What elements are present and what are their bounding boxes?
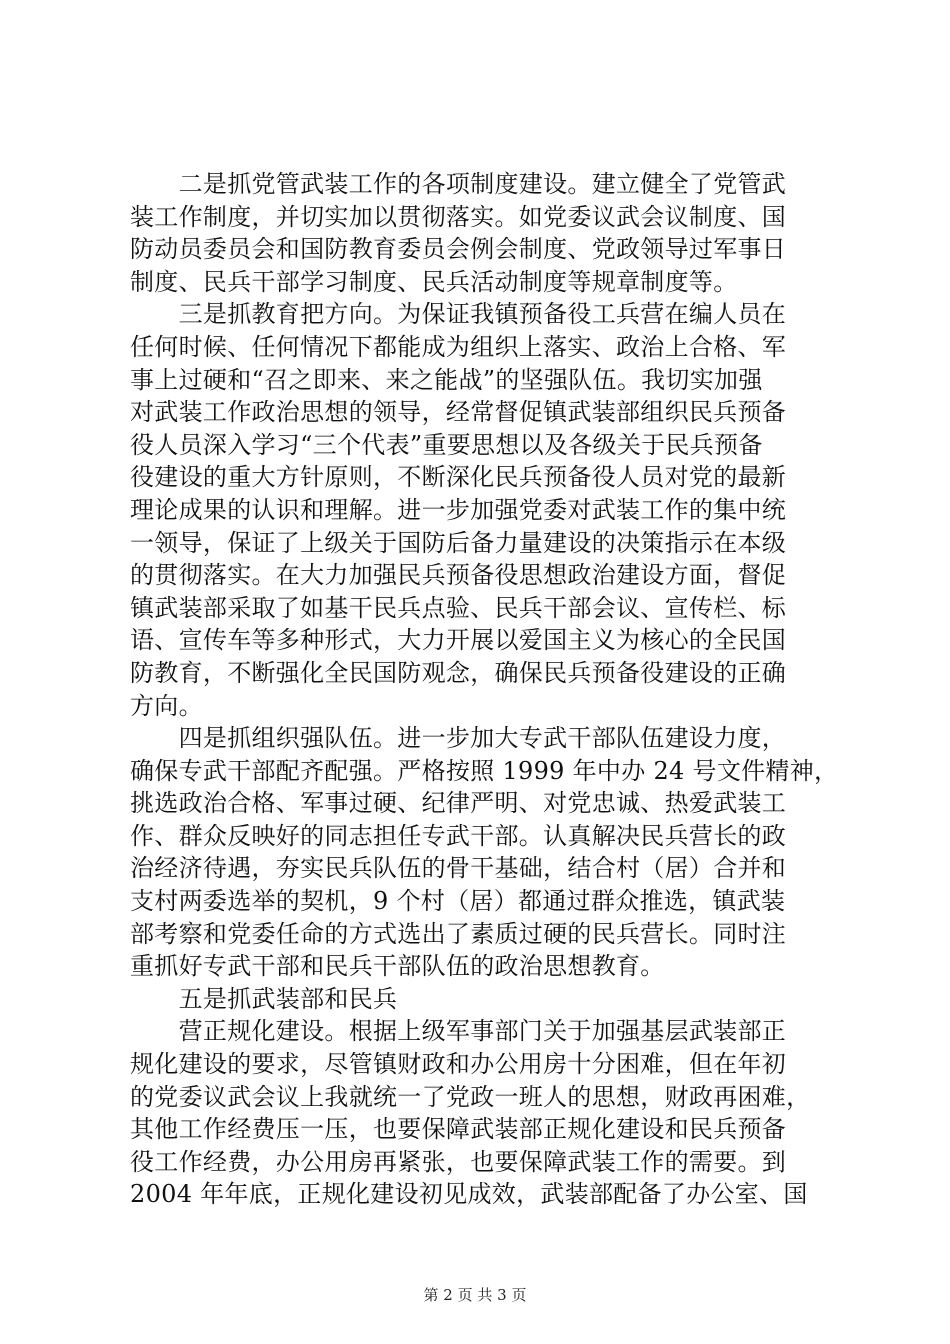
text-line: 一领导，保证了上级关于国防后备力量建设的决策指示在本级: [130, 528, 787, 557]
text-line: 役工作经费，办公用房再紧张，也要保障武装工作的需要。到: [130, 1147, 787, 1176]
document-body: [130, 168, 839, 1211]
text-line: 治经济待遇，夯实民兵队伍的骨干基础，结合村（居）合并和: [130, 854, 787, 883]
text-line: 规化建设的要求，尽管镇财政和办公用房十分困难，但在年初: [130, 1050, 787, 1079]
text-line: 作、群众反映好的同志担任专武干部。认真解决民兵营长的政: [130, 821, 787, 850]
text-line: 五是抓武装部和民兵: [130, 984, 398, 1013]
text-line: 四是抓组织强队伍。进一步加大专武干部队伍建设力度，: [130, 724, 787, 753]
text-line: 役建设的重大方针原则，不断深化民兵预备役人员对党的最新: [130, 463, 787, 492]
text-line: 防动员委员会和国防教育委员会例会制度、党政领导过军事日: [130, 235, 787, 264]
text-line: 确保专武干部配齐配强。严格按照 1999 年中办 24 号文件精神，: [130, 756, 839, 785]
page-number-footer: 第 2 页 共 3 页: [423, 1286, 527, 1304]
text-line: 役人员深入学习“三个代表”重要思想以及各级关于民兵预备: [130, 430, 763, 459]
text-line: 支村两委选举的契机，9 个村（居）都通过群众推选，镇武装: [130, 887, 786, 916]
text-line: 其他工作经费压一压，也要保障武装部正规化建设和民兵预备: [130, 1115, 787, 1144]
text-line: 理论成果的认识和理解。进一步加强党委对武装工作的集中统: [130, 495, 787, 524]
text-line: 2004 年年底，正规化建设初见成效，武装部配备了办公室、国: [130, 1180, 808, 1209]
text-line: 任何时候、任何情况下都能成为组织上落实、政治上合格、军: [130, 332, 787, 361]
text-line: 部考察和党委任命的方式选出了素质过硬的民兵营长。同时注: [130, 919, 787, 948]
text-line: 营正规化建设。根据上级军事部门关于加强基层武装部正: [130, 1017, 787, 1046]
text-line: 防教育，不断强化全民国防观念，确保民兵预备役建设的正确: [130, 658, 787, 687]
text-line: 对武装工作政治思想的领导，经常督促镇武装部组织民兵预备: [130, 398, 787, 427]
text-line: 的贯彻落实。在大力加强民兵预备役思想政治建设方面，督促: [130, 561, 787, 590]
text-line: 语、宣传车等多种形式，大力开展以爱国主义为核心的全民国: [130, 626, 787, 655]
text-line: 方向。: [130, 691, 203, 720]
text-line: 制度、民兵干部学习制度、民兵活动制度等规章制度等。: [130, 267, 738, 296]
text-line: 镇武装部采取了如基干民兵点验、民兵干部会议、宣传栏、标: [130, 593, 787, 622]
text-line: 事上过硬和“召之即来、来之能战”的坚强队伍。我切实加强: [130, 365, 763, 394]
text-line: 挑选政治合格、军事过硬、纪律严明、对党忠诚、热爱武装工: [130, 789, 787, 818]
text-line: 三是抓教育把方向。为保证我镇预备役工兵营在编人员在: [130, 300, 787, 329]
text-line: 装工作制度，并切实加以贯彻落实。如党委议武会议制度、国: [130, 202, 787, 231]
text-line: 二是抓党管武装工作的各项制度建设。建立健全了党管武: [130, 170, 787, 198]
text-line: 重抓好专武干部和民兵干部队伍的政治思想教育。: [130, 952, 665, 981]
text-line: 的党委议武会议上我就统一了党政一班人的思想，财政再困难，: [130, 1082, 811, 1111]
